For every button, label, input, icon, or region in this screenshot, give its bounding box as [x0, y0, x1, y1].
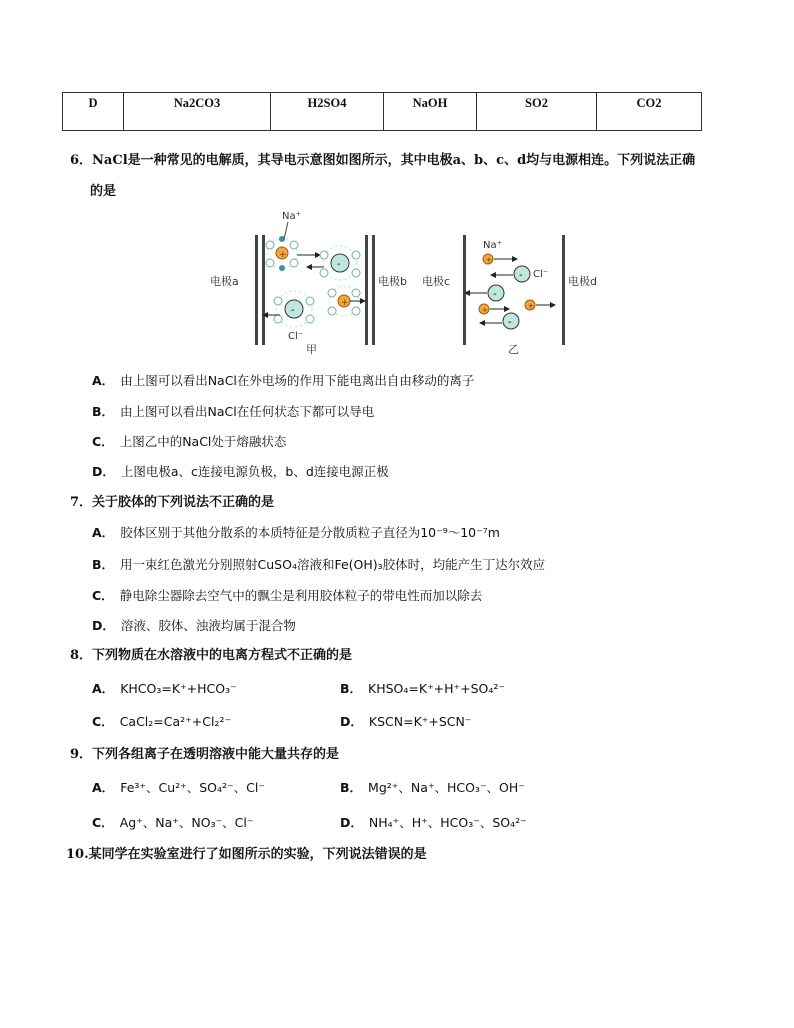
na-label-left: Na⁺	[282, 211, 301, 222]
svg-text:-: -	[519, 270, 523, 281]
svg-text:-: -	[508, 317, 512, 328]
q6-number: 6．	[70, 153, 93, 168]
q7-stem: 7．关于胶体的下列说法不正确的是	[70, 495, 275, 510]
na-ion	[483, 254, 518, 265]
electrode-a-label: 电极a	[210, 275, 239, 288]
q9-option-a[interactable]: A． Fe³⁺、Cu²⁺、SO₄²⁻、Cl⁻	[92, 780, 265, 795]
q10-stem: 10.某同学在实验室进行了如图所示的实验，下列说法错误的是	[66, 847, 427, 862]
hydrated-na-ion	[328, 286, 366, 316]
na-ion	[525, 300, 556, 311]
svg-text:+: +	[341, 298, 349, 308]
cl-ion	[479, 313, 519, 329]
na-ion	[479, 304, 510, 315]
electrode-b-plate	[365, 235, 368, 345]
cl-label-left: Cl⁻	[288, 331, 304, 342]
table-cell: CO2	[597, 93, 702, 131]
svg-text:+: +	[279, 250, 287, 260]
hydrated-cl-ion	[306, 246, 360, 280]
table-cell: SO2	[477, 93, 597, 131]
q8-stem: 8．下列物质在水溶液中的电离方程式不正确的是	[70, 648, 353, 663]
table-cell: Na2CO3	[124, 93, 271, 131]
q9-option-b[interactable]: B． Mg²⁺、Na⁺、HCO₃⁻、OH⁻	[340, 780, 525, 795]
electrode-c-plate	[463, 235, 466, 345]
q8-option-d[interactable]: D． KSCN=K⁺+SCN⁻	[340, 714, 472, 729]
q7-option-a[interactable]: A． 胶体区别于其他分散系的本质特征是分散质粒子直径为10⁻⁹～10⁻⁷m	[92, 525, 500, 540]
table-row	[63, 93, 702, 131]
q9-stem: 9．下列各组离子在透明溶液中能大量共存的是	[70, 747, 340, 762]
svg-text:-: -	[493, 289, 497, 300]
q7-option-d[interactable]: D． 溶液、胶体、浊液均属于混合物	[92, 618, 296, 633]
caption-left: 甲	[306, 343, 317, 355]
electrode-b-label: 电极b	[378, 275, 407, 288]
q6-stem-line1	[70, 152, 695, 170]
electrode-d-plate	[562, 235, 565, 345]
q8-option-b[interactable]: B． KHSO₄=K⁺+H⁺+SO₄²⁻	[340, 681, 506, 696]
q9-option-d[interactable]: D． NH₄⁺、H⁺、HCO₃⁻、SO₄²⁻	[340, 815, 527, 830]
hydrated-na-ion	[266, 236, 321, 271]
cl-label-right: Cl⁻	[533, 269, 549, 280]
na-label-right: Na⁺	[483, 240, 502, 251]
q6-conduction-figure	[200, 205, 600, 355]
hydrated-cl-ion	[262, 291, 314, 327]
cl-ion	[490, 266, 530, 282]
q7-option-c[interactable]: C． 静电除尘器除去空气中的飘尘是利用胶体粒子的带电性而加以除去	[92, 588, 483, 603]
q6-option-a[interactable]: A． 由上图可以看出NaCl在外电场的作用下能电离出自由移动的离子	[92, 373, 475, 388]
q6-stem-text: NaCl是一种常见的电解质，其导电示意图如图所示，其中电极a、b、c、d均与电源相连。下列说法正确	[92, 153, 696, 168]
svg-text:+: +	[485, 255, 493, 265]
q8-option-c[interactable]: C． CaCl₂=Ca²⁺+Cl₂²⁻	[92, 714, 232, 729]
q9-option-c[interactable]: C． Ag⁺、Na⁺、NO₃⁻、Cl⁻	[92, 815, 254, 830]
electrode-d-label: 电极d	[568, 275, 597, 288]
svg-text:-: -	[291, 305, 295, 316]
q7-option-b[interactable]: B． 用一束红色激光分别照射CuSO₄溶液和Fe(OH)₃胶体时，均能产生丁达尔效应	[92, 557, 546, 572]
svg-text:+: +	[527, 301, 535, 311]
q8-option-a[interactable]: A． KHCO₃=K⁺+HCO₃⁻	[92, 681, 237, 696]
q6-option-d[interactable]: D． 上图电极a、c连接电源负极，b、d连接电源正极	[92, 464, 389, 479]
q6-option-c[interactable]: C． 上图乙中的NaCl处于熔融状态	[92, 434, 287, 449]
table-cell: D	[63, 93, 124, 131]
svg-text:-: -	[337, 259, 341, 270]
table-cell: H2SO4	[271, 93, 384, 131]
cl-ion	[464, 285, 504, 301]
caption-right: 乙	[508, 343, 519, 355]
electrode-a-plate	[255, 235, 258, 345]
q6-option-b[interactable]: B． 由上图可以看出NaCl在任何状态下都可以导电	[92, 404, 375, 419]
answer-table	[62, 92, 702, 131]
svg-text:+: +	[481, 305, 489, 315]
table-cell: NaOH	[384, 93, 477, 131]
q6-stem-line2: 的是	[90, 184, 117, 199]
electrode-c-label: 电极c	[422, 275, 451, 288]
